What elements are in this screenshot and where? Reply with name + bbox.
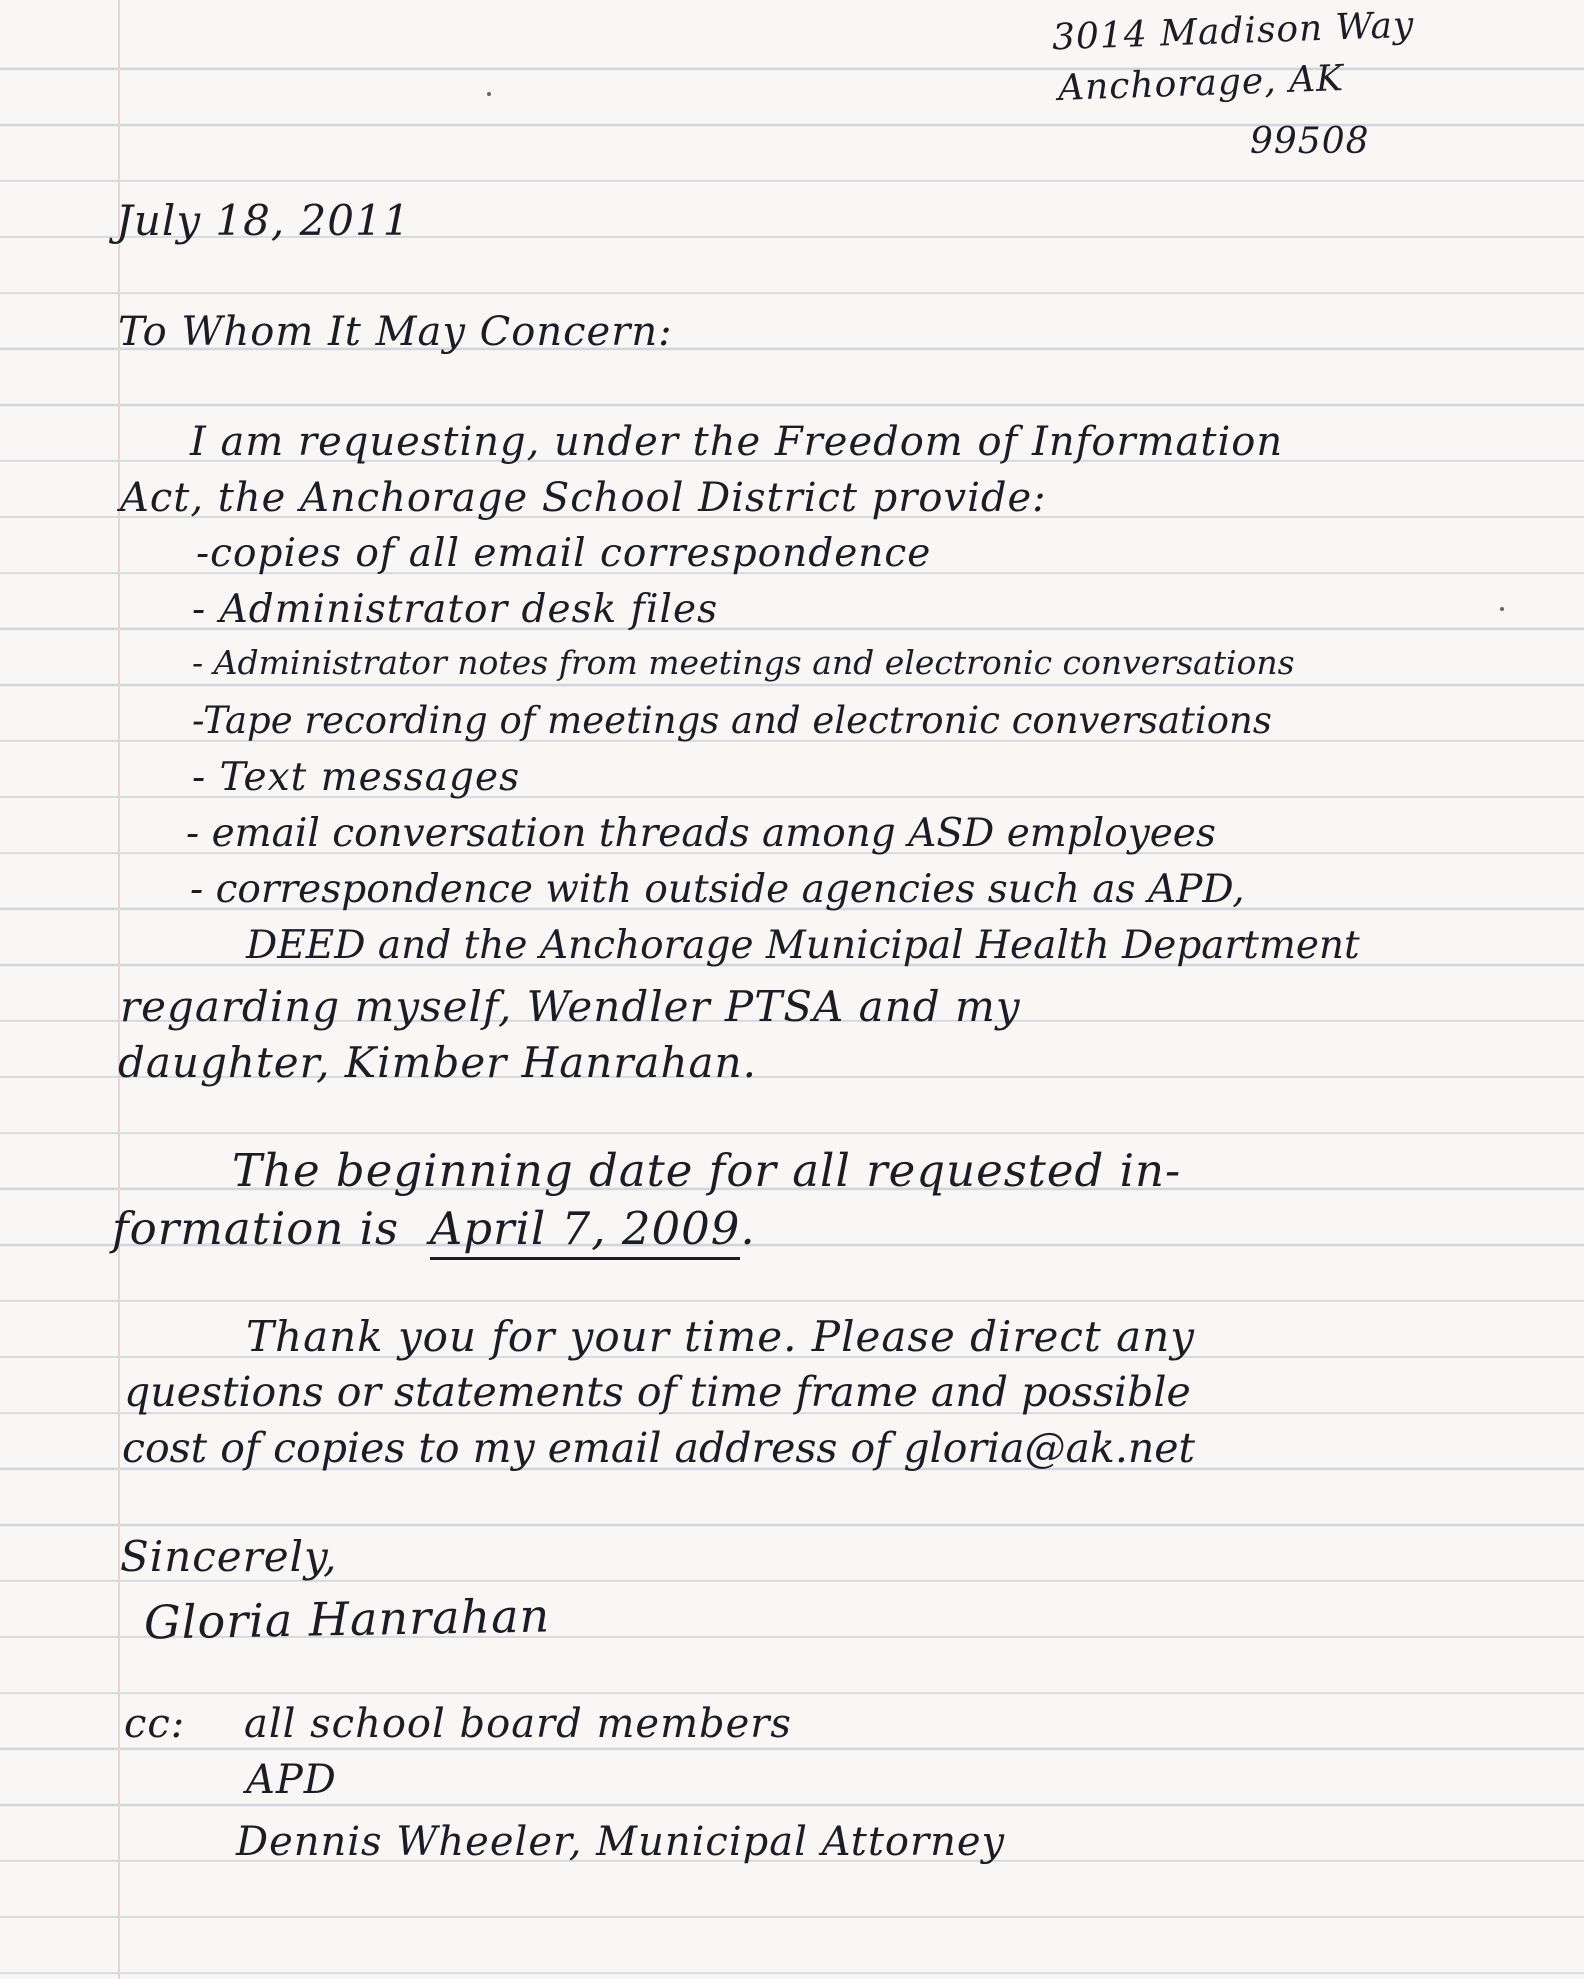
regarding-line: regarding myself, Wendler PTSA and my (120, 982, 1021, 1031)
address-zip: 99508 (1250, 121, 1370, 162)
request-item: - correspondence with outside agencies such as APD, (190, 867, 1245, 912)
request-item: - Administrator desk files (192, 587, 719, 632)
signature: Gloria Hanrahan (143, 1588, 551, 1650)
request-item: -Tape recording of meetings and electronic conversations (192, 699, 1272, 742)
request-item: - Administrator notes from meetings and electronic conversations (192, 643, 1295, 682)
ink-speck (1500, 607, 1504, 611)
cc-recipient: Dennis Wheeler, Municipal Attorney (236, 1819, 1006, 1865)
beginning-date-value: April 7, 2009 (430, 1202, 741, 1260)
request-intro-line: Act, the Anchorage School District provide: (120, 475, 1047, 521)
request-item: -copies of all email correspondence (196, 531, 932, 576)
address-street: 3014 Madison Way (1051, 4, 1415, 59)
beginning-date-line (112, 1202, 756, 1255)
cc-recipient: all school board members (244, 1701, 792, 1747)
request-item: - email conversation threads among ASD employees (186, 811, 1216, 856)
cc-recipient: APD (246, 1757, 337, 1803)
closing-line: cost of copies to my email address of gloria@ak.net (122, 1424, 1196, 1472)
salutation: To Whom It May Concern: (118, 309, 673, 355)
regarding-line: daughter, Kimber Hanrahan. (118, 1038, 757, 1087)
letter-date: July 18, 2011 (116, 196, 411, 245)
beginning-date-line: The beginning date for all requested in- (232, 1144, 1182, 1197)
request-item: - Text messages (192, 755, 521, 800)
request-item: DEED and the Anchorage Municipal Health Department (246, 923, 1360, 968)
request-intro-line: I am requesting, under the Freedom of Information (190, 419, 1284, 465)
closing-line: questions or statements of time frame and possible (124, 1368, 1191, 1416)
ink-speck (487, 92, 491, 96)
beginning-date-prefix: formation is (112, 1202, 400, 1255)
address-city-state: Anchorage, AK (1057, 58, 1345, 109)
closing-line: Thank you for your time. Please direct any (246, 1312, 1195, 1361)
beginning-date-period: . (740, 1202, 756, 1255)
valediction: Sincerely, (120, 1532, 338, 1581)
cc-label: cc: (124, 1701, 186, 1747)
